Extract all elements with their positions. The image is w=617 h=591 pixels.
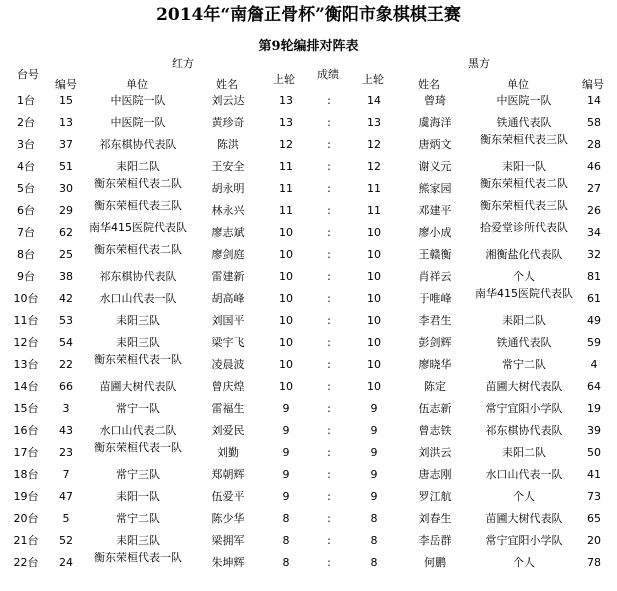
black-unit: 南华415医院代表队 <box>475 288 573 300</box>
red-prev-score: 13 <box>279 116 293 129</box>
red-name: 梁拥军 <box>211 534 245 547</box>
red-name: 朱坤辉 <box>211 556 245 569</box>
table-row <box>0 332 617 354</box>
table-row <box>0 464 617 486</box>
red-player-number: 51 <box>59 160 73 173</box>
black-player-number: 4 <box>590 358 598 371</box>
black-unit: 衡东荣桓代表二队 <box>480 178 568 190</box>
black-name: 于唯峰 <box>418 292 452 305</box>
red-player-number: 30 <box>59 182 73 195</box>
red-player-number: 42 <box>59 292 73 305</box>
result-separator: : <box>327 248 331 261</box>
header-black-side: 黑方 <box>468 57 490 70</box>
red-player-number: 47 <box>59 490 73 503</box>
result-separator: : <box>327 138 331 151</box>
red-player-number: 3 <box>62 402 70 415</box>
red-player-number: 62 <box>59 226 73 239</box>
red-unit: 常宁二队 <box>116 512 160 525</box>
black-name: 刘春生 <box>418 512 452 525</box>
red-unit: 衡东荣桓代表一队 <box>94 442 182 454</box>
header-red-unit: 单位 <box>126 78 148 91</box>
red-unit: 耒阳二队 <box>116 160 160 173</box>
black-player-number: 28 <box>587 138 601 151</box>
black-prev-score: 9 <box>370 468 378 481</box>
red-unit: 衡东荣桓代表二队 <box>94 178 182 190</box>
header-black-unit: 单位 <box>507 78 529 91</box>
red-name: 梁宇飞 <box>211 336 245 349</box>
page-subtitle: 第9轮编排对阵表 <box>258 39 359 54</box>
black-prev-score: 10 <box>367 292 381 305</box>
black-prev-score: 10 <box>367 358 381 371</box>
board-number: 5台 <box>17 182 35 195</box>
board-number: 11台 <box>13 314 39 327</box>
red-prev-score: 10 <box>279 380 293 393</box>
black-name: 廖晓华 <box>418 358 452 371</box>
black-unit: 常宁二队 <box>502 358 546 371</box>
board-number: 7台 <box>17 226 35 239</box>
black-player-number: 81 <box>587 270 601 283</box>
red-unit: 耒阳三队 <box>116 314 160 327</box>
red-unit: 衡东荣桓代表一队 <box>94 552 182 564</box>
board-number: 17台 <box>13 446 39 459</box>
red-player-number: 5 <box>62 512 70 525</box>
red-name: 雷福生 <box>211 402 245 415</box>
red-name: 黄珍奇 <box>211 116 245 129</box>
red-name: 陈洪 <box>217 138 239 151</box>
table-row <box>0 354 617 376</box>
red-unit: 水口山代表一队 <box>99 292 177 305</box>
black-player-number: 58 <box>587 116 601 129</box>
black-prev-score: 8 <box>370 556 378 569</box>
black-unit: 耒阳二队 <box>502 446 546 459</box>
board-number: 22台 <box>13 556 39 569</box>
black-player-number: 34 <box>587 226 601 239</box>
black-name: 谢义元 <box>418 160 452 173</box>
red-name: 刘云达 <box>211 94 245 107</box>
black-player-number: 64 <box>587 380 601 393</box>
table-row <box>0 398 617 420</box>
table-row <box>0 420 617 442</box>
table-row <box>0 222 617 244</box>
red-player-number: 54 <box>59 336 73 349</box>
red-player-number: 29 <box>59 204 73 217</box>
board-number: 2台 <box>17 116 35 129</box>
table-row <box>0 442 617 464</box>
black-player-number: 19 <box>587 402 601 415</box>
red-name: 凌晨波 <box>211 358 245 371</box>
red-unit: 常宁三队 <box>116 468 160 481</box>
red-unit: 耒阳三队 <box>116 534 160 547</box>
black-unit: 常宁宜阳小学队 <box>485 402 563 415</box>
board-number: 9台 <box>17 270 35 283</box>
red-player-number: 66 <box>59 380 73 393</box>
black-player-number: 59 <box>587 336 601 349</box>
result-separator: : <box>327 116 331 129</box>
red-prev-score: 9 <box>282 468 290 481</box>
table-row <box>0 288 617 310</box>
board-number: 6台 <box>17 204 35 217</box>
black-prev-score: 10 <box>367 248 381 261</box>
black-unit: 衡东荣桓代表三队 <box>480 200 568 212</box>
page-title: 2014年“南詹正骨杯”衡阳市象棋棋王赛 <box>156 5 461 25</box>
red-name: 廖志斌 <box>211 226 245 239</box>
result-separator: : <box>327 468 331 481</box>
header-red-number: 编号 <box>55 78 77 91</box>
result-separator: : <box>327 512 331 525</box>
result-separator: : <box>327 358 331 371</box>
red-prev-score: 9 <box>282 490 290 503</box>
board-number: 20台 <box>13 512 39 525</box>
red-player-number: 7 <box>62 468 70 481</box>
black-prev-score: 9 <box>370 424 378 437</box>
table-row <box>0 486 617 508</box>
red-unit: 衡东荣桓代表二队 <box>94 244 182 256</box>
red-unit: 祁东棋协代表队 <box>99 270 177 283</box>
board-number: 15台 <box>13 402 39 415</box>
red-prev-score: 10 <box>279 292 293 305</box>
black-unit: 个人 <box>513 490 535 503</box>
result-separator: : <box>327 380 331 393</box>
red-name: 刘勤 <box>217 446 239 459</box>
red-prev-score: 9 <box>282 446 290 459</box>
red-name: 陈少华 <box>211 512 245 525</box>
result-separator: : <box>327 314 331 327</box>
result-separator: : <box>327 160 331 173</box>
black-player-number: 78 <box>587 556 601 569</box>
black-prev-score: 10 <box>367 270 381 283</box>
header-red-name: 姓名 <box>216 78 238 91</box>
board-number: 13台 <box>13 358 39 371</box>
table-row <box>0 112 617 134</box>
black-name: 陈定 <box>424 380 446 393</box>
red-unit: 中医院一队 <box>110 94 166 107</box>
black-name: 廖小成 <box>418 226 452 239</box>
black-prev-score: 9 <box>370 446 378 459</box>
red-prev-score: 10 <box>279 336 293 349</box>
header-red-side: 红方 <box>172 57 194 70</box>
black-name: 何鹏 <box>424 556 446 569</box>
black-unit: 耒阳一队 <box>502 160 546 173</box>
black-player-number: 14 <box>587 94 601 107</box>
result-separator: : <box>327 556 331 569</box>
table-row <box>0 376 617 398</box>
red-prev-score: 13 <box>279 94 293 107</box>
table-row <box>0 90 617 112</box>
table-row <box>0 552 617 574</box>
red-name: 雷建新 <box>211 270 245 283</box>
red-player-number: 37 <box>59 138 73 151</box>
red-name: 刘国平 <box>211 314 245 327</box>
table-row <box>0 508 617 530</box>
board-number: 18台 <box>13 468 39 481</box>
red-name: 林永兴 <box>211 204 245 217</box>
red-player-number: 24 <box>59 556 73 569</box>
board-number: 8台 <box>17 248 35 261</box>
red-prev-score: 10 <box>279 248 293 261</box>
header-black-prev-round: 上轮 <box>362 73 384 86</box>
red-player-number: 38 <box>59 270 73 283</box>
black-name: 肖祥云 <box>418 270 452 283</box>
black-name: 李岳群 <box>418 534 452 547</box>
black-prev-score: 14 <box>367 94 381 107</box>
table-row <box>0 156 617 178</box>
red-player-number: 15 <box>59 94 73 107</box>
table-row <box>0 200 617 222</box>
table-row <box>0 134 617 156</box>
table-row <box>0 244 617 266</box>
result-separator: : <box>327 534 331 547</box>
header-black-number: 编号 <box>582 78 604 91</box>
red-unit: 水口山代表二队 <box>99 424 177 437</box>
result-separator: : <box>327 490 331 503</box>
black-player-number: 65 <box>587 512 601 525</box>
result-separator: : <box>327 270 331 283</box>
black-player-number: 73 <box>587 490 601 503</box>
black-prev-score: 8 <box>370 512 378 525</box>
board-number: 10台 <box>13 292 39 305</box>
red-prev-score: 10 <box>279 314 293 327</box>
black-name: 曾志铁 <box>418 424 452 437</box>
black-unit: 中医院一队 <box>496 94 552 107</box>
red-name: 刘爱民 <box>211 424 245 437</box>
board-number: 4台 <box>17 160 35 173</box>
red-name: 胡高峰 <box>211 292 245 305</box>
red-name: 胡永明 <box>211 182 245 195</box>
board-number: 1台 <box>17 94 35 107</box>
result-separator: : <box>327 204 331 217</box>
red-prev-score: 11 <box>279 160 293 173</box>
black-unit: 常宁宜阳小学队 <box>485 534 563 547</box>
black-prev-score: 11 <box>367 204 381 217</box>
black-prev-score: 10 <box>367 314 381 327</box>
red-player-number: 43 <box>59 424 73 437</box>
red-unit: 常宁一队 <box>116 402 160 415</box>
black-unit: 个人 <box>513 556 535 569</box>
table-row <box>0 530 617 552</box>
red-player-number: 25 <box>59 248 73 261</box>
red-player-number: 53 <box>59 314 73 327</box>
header-result: 成绩 <box>317 68 339 81</box>
red-player-number: 23 <box>59 446 73 459</box>
red-unit: 南华415医院代表队 <box>89 222 187 234</box>
black-unit: 湘衡盐化代表队 <box>485 248 563 261</box>
red-prev-score: 11 <box>279 182 293 195</box>
black-name: 熊家园 <box>418 182 452 195</box>
board-number: 16台 <box>13 424 39 437</box>
red-unit: 苗圃大树代表队 <box>99 380 177 393</box>
black-player-number: 39 <box>587 424 601 437</box>
red-prev-score: 9 <box>282 424 290 437</box>
result-separator: : <box>327 94 331 107</box>
result-separator: : <box>327 226 331 239</box>
black-name: 罗江航 <box>418 490 452 503</box>
black-name: 唐炳文 <box>418 138 452 151</box>
red-name: 伍爱平 <box>211 490 245 503</box>
red-name: 郑朝辉 <box>211 468 245 481</box>
black-unit: 铁通代表队 <box>496 336 552 349</box>
header-red-prev-round: 上轮 <box>273 73 295 86</box>
black-prev-score: 9 <box>370 402 378 415</box>
red-prev-score: 12 <box>279 138 293 151</box>
result-separator: : <box>327 292 331 305</box>
red-unit: 衡东荣桓代表三队 <box>94 200 182 212</box>
result-separator: : <box>327 182 331 195</box>
black-unit: 苗圃大树代表队 <box>485 512 563 525</box>
black-unit: 铁通代表队 <box>496 116 552 129</box>
black-unit: 衡东荣桓代表三队 <box>480 134 568 146</box>
red-unit: 祁东棋协代表队 <box>99 138 177 151</box>
black-name: 李君生 <box>418 314 452 327</box>
black-unit: 祁东棋协代表队 <box>485 424 563 437</box>
black-unit: 个人 <box>513 270 535 283</box>
red-prev-score: 8 <box>282 556 290 569</box>
header-black-name: 姓名 <box>418 78 440 91</box>
red-name: 廖剑庭 <box>211 248 245 261</box>
black-prev-score: 8 <box>370 534 378 547</box>
red-prev-score: 10 <box>279 358 293 371</box>
red-unit: 耒阳一队 <box>116 490 160 503</box>
black-player-number: 50 <box>587 446 601 459</box>
board-number: 3台 <box>17 138 35 151</box>
red-prev-score: 9 <box>282 402 290 415</box>
black-name: 刘洪云 <box>418 446 452 459</box>
red-name: 王安全 <box>211 160 245 173</box>
red-unit: 衡东荣桓代表一队 <box>94 354 182 366</box>
black-prev-score: 12 <box>367 160 381 173</box>
red-unit: 中医院一队 <box>110 116 166 129</box>
black-prev-score: 10 <box>367 380 381 393</box>
red-player-number: 52 <box>59 534 73 547</box>
black-name: 彭剑辉 <box>418 336 452 349</box>
black-name: 王赣衡 <box>418 248 452 261</box>
black-unit: 耒阳二队 <box>502 314 546 327</box>
black-player-number: 20 <box>587 534 601 547</box>
black-prev-score: 10 <box>367 336 381 349</box>
black-name: 伍志新 <box>418 402 452 415</box>
red-prev-score: 8 <box>282 534 290 547</box>
black-unit: 水口山代表一队 <box>485 468 563 481</box>
red-name: 曾庆煌 <box>211 380 245 393</box>
black-name: 邓建平 <box>418 204 452 217</box>
header-board: 台号 <box>17 68 39 81</box>
black-prev-score: 11 <box>367 182 381 195</box>
red-unit: 耒阳三队 <box>116 336 160 349</box>
table-row <box>0 310 617 332</box>
red-prev-score: 10 <box>279 226 293 239</box>
red-prev-score: 8 <box>282 512 290 525</box>
black-name: 唐志刚 <box>418 468 452 481</box>
board-number: 19台 <box>13 490 39 503</box>
black-player-number: 46 <box>587 160 601 173</box>
red-prev-score: 10 <box>279 270 293 283</box>
black-player-number: 26 <box>587 204 601 217</box>
result-separator: : <box>327 424 331 437</box>
black-player-number: 61 <box>587 292 601 305</box>
board-number: 12台 <box>13 336 39 349</box>
red-prev-score: 11 <box>279 204 293 217</box>
black-player-number: 41 <box>587 468 601 481</box>
black-prev-score: 12 <box>367 138 381 151</box>
table-row <box>0 178 617 200</box>
black-player-number: 27 <box>587 182 601 195</box>
board-number: 21台 <box>13 534 39 547</box>
board-number: 14台 <box>13 380 39 393</box>
black-player-number: 32 <box>587 248 601 261</box>
result-separator: : <box>327 336 331 349</box>
black-prev-score: 10 <box>367 226 381 239</box>
result-separator: : <box>327 446 331 459</box>
black-unit: 拾爱堂诊所代表队 <box>480 222 568 234</box>
pairing-table-body <box>0 90 617 574</box>
black-prev-score: 13 <box>367 116 381 129</box>
black-name: 曾琦 <box>424 94 446 107</box>
black-name: 虞海洋 <box>418 116 452 129</box>
result-separator: : <box>327 402 331 415</box>
black-player-number: 49 <box>587 314 601 327</box>
black-unit: 苗圃大树代表队 <box>485 380 563 393</box>
black-prev-score: 9 <box>370 490 378 503</box>
red-player-number: 22 <box>59 358 73 371</box>
red-player-number: 13 <box>59 116 73 129</box>
table-row <box>0 266 617 288</box>
